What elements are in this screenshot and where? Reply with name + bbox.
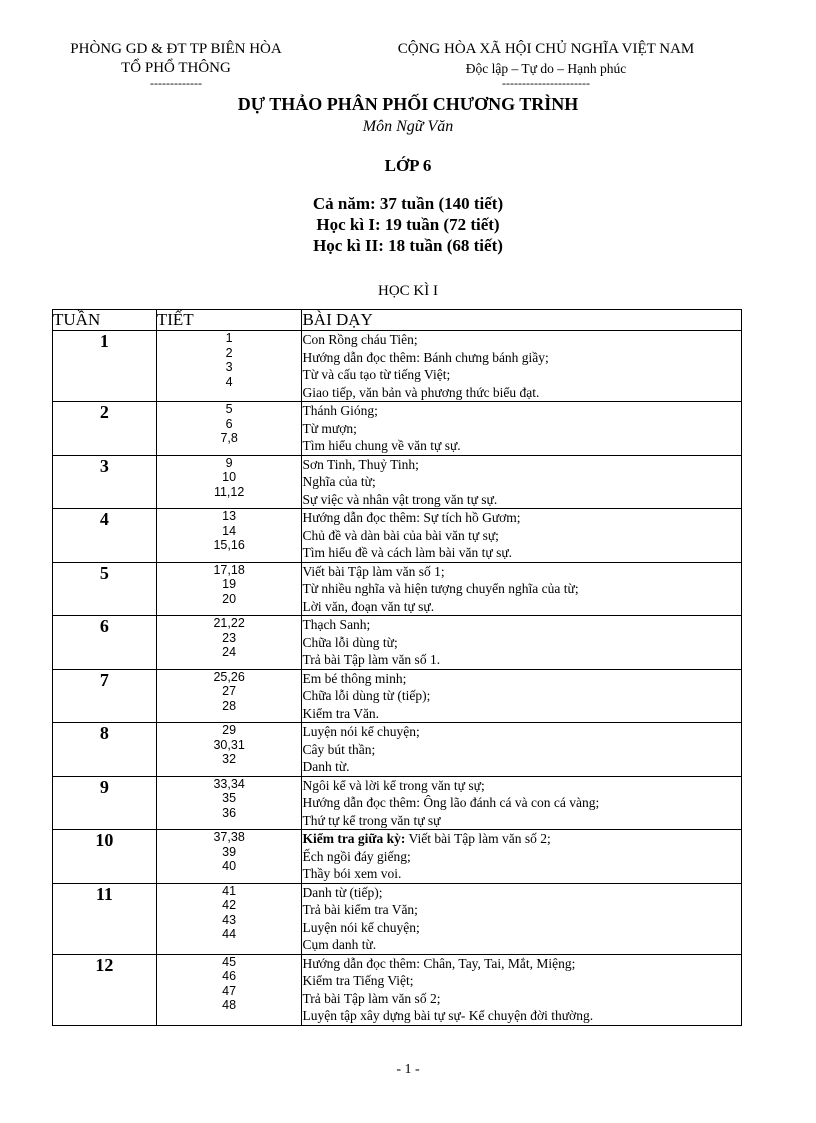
period-number: 47 [222,983,237,998]
period-number: 10 [222,470,237,484]
table-row [53,331,742,402]
lesson-text: Ngôi kể và lời kể trong văn tự sự; [302,777,485,793]
table-body [53,331,742,1026]
lesson-text: Luyện nói kể chuyện; [302,724,420,739]
period-number: 48 [222,998,237,1012]
week-number: 7 [53,669,157,723]
period-cell [156,723,302,777]
lesson-item [302,1007,741,1025]
table-header-row [53,310,742,331]
lesson-text: Tìm hiểu đề và cách làm bài văn tự sự. [302,545,513,560]
lesson-item [302,936,741,954]
table-row [53,455,742,509]
period-number: 36 [222,805,237,820]
period-number: 27 [222,684,237,698]
summary-semester-2: Học kì II: 18 tuần (68 tiết) [313,236,503,255]
curriculum-table [52,309,742,1026]
period-number: 23 [222,630,237,645]
lesson-item [302,634,741,652]
period-number: 9 [225,455,233,470]
lesson-text: Thứ tự kể trong văn tự sự [302,812,441,828]
header-left-divider: ------------- [150,76,202,90]
lesson-item [302,491,741,509]
lesson-cell [302,509,742,563]
period-number: 40 [222,859,237,873]
period-number: 39 [222,844,237,859]
lesson-item [302,848,741,866]
lesson-item [302,670,741,688]
header-period: TIẾT [156,310,302,331]
period-number: 13 [222,509,237,523]
period-number: 45 [222,954,237,969]
lesson-item [302,563,741,581]
period-cell [156,455,302,509]
period-cell [156,883,302,954]
lesson-item [302,651,741,669]
lesson-text: Danh từ. [302,759,350,774]
lesson-text: Kiểm tra Tiếng Việt; [302,973,414,988]
lesson-text: Thầy bói xem voi. [302,866,402,881]
summary-block [0,193,816,256]
lesson-cell [302,723,742,777]
period-number: 35 [222,791,237,805]
national-motto: Độc lập – Tự do – Hạnh phúc [465,61,627,76]
page-number: - 1 - [396,1062,420,1077]
lesson-item [302,705,741,723]
period-number: 7,8 [220,431,238,445]
period-number: 41 [222,883,237,898]
period-number: 1 [225,331,233,345]
lesson-cell [302,402,742,456]
lesson-text: Cụm danh từ. [302,937,377,952]
period-number: 44 [222,927,237,941]
lesson-text: Chữa lỗi dùng từ; [302,634,398,650]
lesson-text: Chữa lỗi dùng từ (tiếp); [302,688,431,703]
lesson-text: Giao tiếp, văn bản và phương thức biểu đạt. [302,384,540,400]
lesson-item [302,777,741,795]
period-number: 28 [222,698,237,713]
lesson-text: Từ và cấu tạo từ tiếng Việt; [302,367,451,382]
period-number: 37,38 [213,830,245,844]
period-number: 25,26 [213,669,245,684]
period-number: 19 [222,577,237,591]
lesson-cell [302,669,742,723]
lesson-text: Hướng dẫn đọc thêm: Chân, Tay, Tai, Mắt, Miệng; [302,955,576,971]
period-cell [156,830,302,884]
period-number: 42 [222,898,237,912]
lesson-cell [302,776,742,830]
lesson-item [302,349,741,367]
period-cell [156,402,302,456]
week-number: 10 [53,830,157,884]
lesson-item [302,384,741,402]
week-number: 1 [53,331,157,402]
table-row [53,883,742,954]
week-number: 2 [53,402,157,456]
period-number: 17,18 [213,562,245,577]
lesson-cell [302,331,742,402]
table-row [53,402,742,456]
period-number: 46 [222,969,237,983]
week-number: 12 [53,954,157,1025]
lesson-text: Tìm hiểu chung về văn tự sự. [302,438,461,453]
lesson-item [302,437,741,455]
lesson-text: Trả bài Tập làm văn số 1. [302,652,441,667]
period-cell [156,509,302,563]
period-number: 30,31 [213,737,245,752]
lesson-item [302,741,741,759]
lesson-text: Hướng dẫn đọc thêm: Sự tích hồ Gươm; [302,510,521,525]
lesson-text: Thạch Sanh; [302,617,371,632]
lesson-text: Viết bài Tập làm văn số 1; [302,563,445,579]
lesson-item [302,972,741,990]
week-number: 4 [53,509,157,563]
header-right-divider: ---------------------- [502,76,590,90]
lesson-item [302,331,741,349]
lesson-item [302,919,741,937]
country-name: CỘNG HÒA XÃ HỘI CHỦ NGHĨA VIỆT NAM [397,41,695,57]
lesson-emphasis: Kiểm tra giữa kỳ: [302,831,406,846]
lesson-item [302,420,741,438]
period-cell [156,331,302,402]
lesson-item [302,865,741,883]
lesson-text: Sự việc và nhân vật trong văn tự sự. [302,491,498,507]
lesson-cell [302,883,742,954]
table-row [53,830,742,884]
lesson-item [302,544,741,562]
lesson-item [302,830,741,848]
lesson-text: Thánh Gióng; [302,403,378,418]
header-week: TUẦN [53,310,157,331]
lesson-text: Em bé thông minh; [302,670,407,686]
header-left [40,40,312,88]
department-name: PHÒNG GD & ĐT TP BIÊN HÒA [70,41,282,57]
lesson-text: Trả bài kiểm tra Văn; [302,902,418,917]
week-number: 8 [53,723,157,777]
period-number: 32 [222,752,237,766]
table-row [53,562,742,616]
period-cell [156,616,302,670]
lesson-text: Chủ đề và dàn bài của bài văn tự sự; [302,527,499,543]
document-title: DỰ THẢO PHÂN PHỐI CHƯƠNG TRÌNH [237,94,579,114]
period-number: 20 [222,591,237,606]
lesson-text: Từ nhiều nghĩa và hiện tượng chuyển nghĩa của từ; [302,581,579,596]
lesson-item [302,598,741,616]
lesson-text: Từ mượn; [302,420,357,436]
lesson-text: Nghĩa của từ; [302,474,376,489]
table-row [53,509,742,563]
lesson-text: Luyện tập xây dựng bài tự sự- Kể chuyện đời thường. [302,1008,594,1023]
period-cell [156,776,302,830]
period-number: 11,12 [213,484,245,499]
summary-semester-1: Học kì I: 19 tuần (72 tiết) [316,215,500,234]
lesson-text: Viết bài Tập làm văn số 2; [405,831,551,846]
period-number: 3 [225,360,233,374]
lesson-cell [302,616,742,670]
lesson-text: Hướng dẫn đọc thêm: Bánh chưng bánh giầy; [302,349,549,365]
period-cell [156,954,302,1025]
summary-year: Cả năm: 37 tuần (140 tiết) [312,194,504,213]
lesson-item [302,509,741,527]
lesson-item [302,616,741,634]
table-row [53,669,742,723]
lesson-text: Kiểm tra Văn. [302,705,380,721]
semester-heading: HỌC KÌ I [378,283,438,299]
period-number: 24 [222,645,237,659]
lesson-text: Lời văn, đoạn văn tự sự. [302,598,435,614]
lesson-text: Cây bút thần; [302,741,376,757]
lesson-text: Ếch ngồi đáy giếng; [302,848,411,864]
week-number: 5 [53,562,157,616]
lesson-item [302,473,741,491]
period-number: 2 [225,345,233,360]
lesson-text: Sơn Tinh, Thuỷ Tinh; [302,456,419,472]
table-row [53,954,742,1025]
lesson-item [302,456,741,474]
lesson-item [302,794,741,812]
week-number: 9 [53,776,157,830]
lesson-cell [302,830,742,884]
lesson-item [302,901,741,919]
week-number: 6 [53,616,157,670]
period-number: 4 [225,374,233,389]
lesson-item [302,884,741,902]
table-row [53,723,742,777]
period-cell [156,562,302,616]
lesson-cell [302,954,742,1025]
lesson-item [302,527,741,545]
period-number: 5 [225,402,233,416]
lesson-item [302,723,741,741]
week-number: 11 [53,883,157,954]
lesson-item [302,366,741,384]
period-number: 14 [222,523,237,538]
lesson-text: Con Rồng cháu Tiên; [302,332,418,347]
table-row [53,616,742,670]
period-cell [156,669,302,723]
grade-label: LỚP 6 [384,156,432,175]
period-number: 6 [225,416,233,431]
header-lesson: BÀI DẠY [302,310,742,331]
period-number: 43 [222,912,237,927]
lesson-item [302,990,741,1008]
lesson-text: Danh từ (tiếp); [302,884,383,900]
subject-name: Môn Ngữ Văn [362,118,454,135]
week-number: 3 [53,455,157,509]
period-number: 29 [222,723,237,737]
lesson-cell [302,455,742,509]
header-right [364,40,728,88]
period-number: 15,16 [213,538,245,552]
group-name: TỔ PHỔ THÔNG [121,60,231,76]
lesson-item [302,758,741,776]
lesson-text: Trả bài Tập làm văn số 2; [302,990,441,1006]
lesson-text: Luyện nói kể chuyện; [302,919,420,935]
lesson-cell [302,562,742,616]
lesson-item [302,812,741,830]
period-number: 33,34 [213,776,245,791]
lesson-text: Hướng dẫn đọc thêm: Ông lão đánh cá và con cá vàng; [302,795,600,810]
period-number: 21,22 [213,616,245,630]
lesson-item [302,402,741,420]
table-row [53,776,742,830]
lesson-item [302,580,741,598]
lesson-item [302,955,741,973]
lesson-item [302,687,741,705]
